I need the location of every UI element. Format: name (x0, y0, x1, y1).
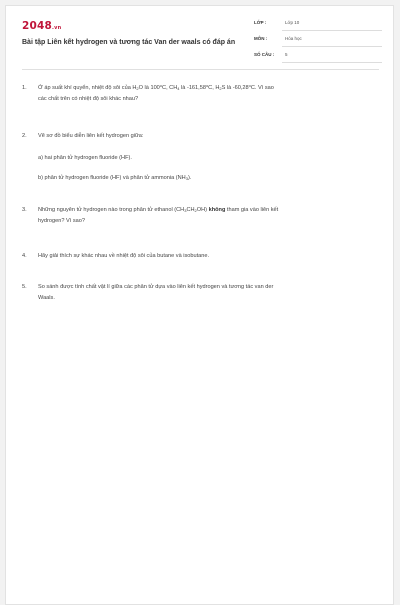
question-text: Hãy giải thích sự khác nhau về nhiệt độ sôi của butane và isobutane. (38, 253, 210, 259)
document-page (5, 5, 394, 605)
meta-value: Lớp 10 (285, 20, 300, 25)
site-logo[interactable] (22, 20, 61, 32)
question-text: So sánh được tính chất vật lí giữa các phân tử dựa vào liên kết hydrogen và tương tác van der Waals. (38, 284, 274, 301)
question-number: 1. (22, 85, 27, 91)
question-text: Vẽ sơ đồ biểu diễn liên kết hydrogen giữa: (38, 133, 144, 139)
question-number: 5. (22, 284, 27, 290)
question-text: Những nguyên tử hydrogen nào trong phân tử ethanol $(CH_3CH_2OH)$ không tham gia vào liên kết hydrogen? Vì sao? (38, 207, 279, 224)
logo-tld: .vn (52, 25, 62, 31)
document-title: Bài tập Liên kết hydrogen và tương tác Van der waals có đáp án (22, 39, 236, 46)
question-4 (22, 251, 380, 262)
meta-row-subject (254, 33, 382, 47)
question-5 (22, 282, 380, 304)
meta-underline (282, 30, 382, 31)
meta-row-count (254, 49, 382, 63)
question-number: 3. (22, 207, 27, 213)
question-2-sub-b: b) phân tử hydrogen fluoride (HF) và phân tử ammonia $(NH_3)$. (38, 175, 192, 181)
header-divider (22, 69, 379, 70)
meta-value: 5 (285, 52, 288, 57)
question-number: 4. (22, 253, 27, 259)
question-1 (22, 83, 380, 105)
question-text: Ở áp suất khí quyển, nhiệt độ sôi của $H_2O$ là 100$^o$C, $CH_4$ là -161,58$^o$C, $H_2S$ là -60,28$^o$C. Vì sao các chất trên có nhiệt độ sôi khác nhau? (38, 83, 274, 102)
question-2 (22, 131, 380, 142)
question-3 (22, 205, 380, 227)
question-2-sub-a: a) hai phân tử hydrogen fluoride (HF). (38, 155, 132, 161)
meta-label: LỚP : (254, 20, 267, 25)
meta-underline (282, 46, 382, 47)
meta-row-class (254, 17, 382, 31)
meta-value: Hóa học (285, 36, 302, 41)
meta-label: MÔN : (254, 36, 268, 41)
meta-underline (282, 62, 382, 63)
question-number: 2. (22, 133, 27, 139)
meta-label: SỐ CÂU : (254, 52, 275, 57)
logo-text: 2048 (22, 20, 53, 32)
